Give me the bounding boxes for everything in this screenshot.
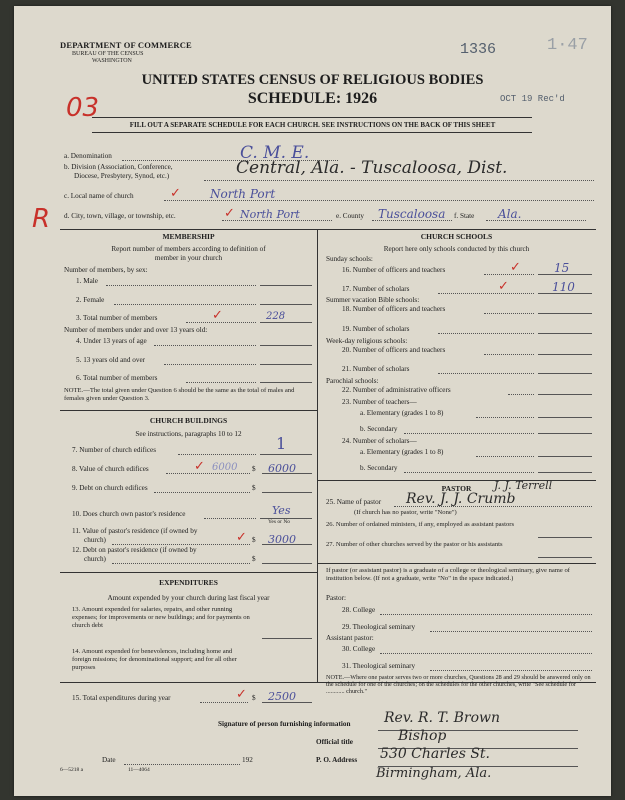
dollar-sign: $	[252, 465, 256, 473]
address-value-2[interactable]: Birmingham, Ala.	[376, 766, 492, 781]
check-mark: ✓	[170, 186, 181, 201]
q12-label-1: 12. Debt on pastor's residence (if owned by	[72, 546, 197, 554]
q2-label: 2. Female	[76, 296, 105, 304]
city-label: d. City, town, village, or township, etc.	[64, 212, 176, 220]
county-label: e. County	[336, 212, 364, 220]
q11-label-1: 11. Value of pastor's residence (if owned by	[72, 527, 198, 535]
q10-label: 10. Does church own pastor's residence	[72, 510, 186, 518]
schools-intro: Report here only schools conducted by this church	[383, 245, 530, 253]
members-by-sex-label: Number of members, by sex:	[64, 266, 148, 274]
dollar-sign: $	[252, 484, 256, 492]
q20-label: 20. Number of officers and teachers	[342, 346, 446, 354]
official-title-label: Official title	[316, 738, 353, 746]
q31-label: 31. Theological seminary	[342, 662, 416, 670]
local-name-value[interactable]: North Port	[210, 187, 276, 201]
division-value[interactable]: Central, Ala. - Tuscaloosa, Dist.	[236, 158, 508, 178]
q25-overwrite-value: J. J. Terrell	[494, 479, 553, 492]
address-value-1[interactable]: 530 Charles St.	[380, 746, 491, 762]
q17-value[interactable]: 110	[552, 280, 575, 294]
form-number: 6—5218 a	[60, 767, 84, 773]
q23a-label: a. Elementary (grades 1 to 8)	[360, 409, 444, 417]
census-schedule-sheet	[14, 6, 611, 796]
q22-label: 22. Number of administrative officers	[342, 386, 451, 394]
expenditures-intro: Amount expended by your church during last fiscal year	[107, 594, 270, 602]
q7-value[interactable]: 1	[276, 434, 287, 453]
check-mark: ✓	[236, 530, 247, 545]
age-intro-label: Number of members under and over 13 years old:	[64, 326, 208, 334]
check-mark: ✓	[498, 279, 509, 294]
dollar-sign: $	[252, 694, 256, 702]
received-date-stamp: OCT 19 Rec'd	[500, 94, 565, 104]
city-value[interactable]: North Port	[240, 208, 300, 221]
summer-schools-label: Summer vacation Bible schools:	[326, 296, 420, 304]
q17-label: 17. Number of scholars	[342, 285, 410, 293]
county-value[interactable]: Tuscaloosa	[378, 207, 446, 221]
q24-label: 24. Number of scholars—	[342, 437, 417, 445]
assistant-subsection-label: Assistant pastor:	[326, 634, 374, 642]
department-name: DEPARTMENT OF COMMERCE	[60, 40, 192, 50]
q24b-label: b. Secondary	[360, 464, 398, 472]
check-mark: ✓	[212, 308, 223, 323]
check-mark: ✓	[224, 206, 235, 221]
q8-label: 8. Value of church edifices	[72, 465, 149, 473]
official-title-value[interactable]: Bishop	[398, 728, 447, 744]
q8-value[interactable]: 6000	[268, 462, 296, 475]
q25-value[interactable]: Rev. J. J. Crumb	[406, 491, 516, 507]
q6-label: 6. Total number of members	[76, 374, 158, 382]
q25-note: (If church has no pastor, write "None")	[354, 509, 457, 516]
q8-scratch-value: 6000	[212, 462, 238, 473]
division-label-2: Diocese, Presbytery, Synod, etc.)	[74, 172, 170, 180]
sunday-schools-label: Sunday schools:	[326, 255, 373, 263]
pastor-subsection-label: Pastor:	[326, 594, 346, 602]
q18-label: 18. Number of officers and teachers	[342, 305, 446, 313]
final-note: NOTE.—Where one pastor serves two or more churches, Questions 28 and 29 should be answered only on the schedule for one of the churches; on the schedules for the other churches, write "See schedule for ............ church."	[326, 674, 591, 695]
signature-value[interactable]: Rev. R. T. Brown	[384, 710, 501, 726]
pastor-heading: PASTOR	[441, 484, 472, 493]
q29-label: 29. Theological seminary	[342, 623, 416, 631]
stamp-number: 1336	[460, 41, 497, 58]
graduate-note: If pastor (or assistant pastor) is a graduate of a college or theological seminary, give name of institution below. (If not a graduate, write "No" in the space indicated.)	[326, 567, 571, 582]
buildings-subheading: See instructions, paragraphs 10 to 12	[135, 430, 242, 438]
weekday-schools-label: Week-day religious schools:	[326, 337, 408, 345]
q4-label: 4. Under 13 years of age	[76, 337, 147, 345]
form-instruction: FILL OUT A SEPARATE SCHEDULE FOR EACH CHURCH. SEE INSTRUCTIONS ON THE BACK OF THIS SHEET	[129, 121, 496, 129]
q12-label-2: church)	[84, 555, 106, 563]
bureau-name: BUREAU OF THE CENSUS	[72, 51, 144, 57]
denomination-label: a. Denomination	[64, 152, 112, 160]
form-subtitle: SCHEDULE: 1926	[247, 90, 378, 107]
q15-value[interactable]: 2500	[268, 690, 296, 703]
membership-intro-1: Report number of members according to definition of	[111, 245, 266, 253]
membership-note: NOTE.—The total given under Question 6 should be the same as the total of males and females given under Question 3.	[64, 387, 295, 402]
q7-label: 7. Number of church edifices	[72, 446, 157, 454]
city-name: WASHINGTON	[92, 58, 132, 64]
print-number: 11—4064	[128, 767, 150, 773]
q23-label: 23. Number of teachers—	[342, 398, 417, 406]
yes-no-hint: Yes or No	[268, 519, 291, 525]
signature-label: Signature of person furnishing information	[218, 720, 351, 728]
q13-label: 13. Amount expended for salaries, repairs, and other running expenses; for improvements or new buildings; and for payments on church debt	[72, 606, 250, 629]
state-value[interactable]: Ala.	[498, 207, 522, 221]
q21-label: 21. Number of scholars	[342, 365, 410, 373]
q5-label: 5. 13 years old and over	[76, 356, 146, 364]
q3-value[interactable]: 228	[266, 311, 286, 322]
q1-label: 1. Male	[76, 277, 98, 285]
q9-label: 9. Debt on church edifices	[72, 484, 148, 492]
q30-label: 30. College	[342, 645, 376, 653]
membership-intro-2: member in your church	[154, 254, 223, 262]
date-year-prefix: 192	[242, 756, 253, 764]
red-mark-left: R	[32, 204, 51, 234]
buildings-heading: CHURCH BUILDINGS	[149, 416, 228, 425]
address-label: P. O. Address	[316, 756, 358, 764]
check-mark: ✓	[194, 459, 205, 474]
parochial-schools-label: Parochial schools:	[326, 377, 379, 385]
division-label-1: b. Division (Association, Conference,	[64, 163, 173, 171]
q11-label-2: church)	[84, 536, 106, 544]
q15-label: 15. Total expenditures during year	[72, 694, 171, 702]
q14-label: 14. Amount expended for benevolences, including home and foreign missions; for denominational support; and for all other purposes	[72, 648, 237, 671]
q23b-label: b. Secondary	[360, 425, 398, 433]
q25-label: 25. Name of pastor	[326, 498, 382, 506]
date-label: Date	[102, 756, 116, 764]
q3-label: 3. Total number of members	[76, 314, 158, 322]
form-title: UNITED STATES CENSUS OF RELIGIOUS BODIES	[141, 72, 484, 88]
state-label: f. State	[454, 212, 475, 220]
check-mark: ✓	[510, 260, 521, 275]
denomination-value[interactable]: C. M. E.	[240, 143, 310, 163]
q11-value[interactable]: 3000	[268, 533, 296, 546]
local-name-label: c. Local name of church	[64, 192, 134, 200]
schools-heading: CHURCH SCHOOLS	[420, 232, 493, 241]
membership-heading: MEMBERSHIP	[162, 232, 215, 241]
dollar-sign: $	[252, 536, 256, 544]
q27-label: 27. Number of other churches served by the pastor or his assistants	[326, 541, 503, 548]
q10-value[interactable]: Yes	[272, 504, 291, 517]
q28-label: 28. College	[342, 606, 376, 614]
q16-value[interactable]: 15	[554, 261, 570, 275]
q19-label: 19. Number of scholars	[342, 325, 410, 333]
stamp-number-secondary: 1·47	[547, 36, 588, 55]
q26-label: 26. Number of ordained ministers, if any, employed as assistant pastors	[326, 521, 515, 528]
check-mark: ✓	[236, 687, 247, 702]
q16-label: 16. Number of officers and teachers	[342, 266, 446, 274]
red-mark-top: 03	[66, 93, 100, 123]
q24a-label: a. Elementary (grades 1 to 8)	[360, 448, 444, 456]
dollar-sign: $	[252, 555, 256, 563]
expenditures-heading: EXPENDITURES	[159, 578, 218, 587]
